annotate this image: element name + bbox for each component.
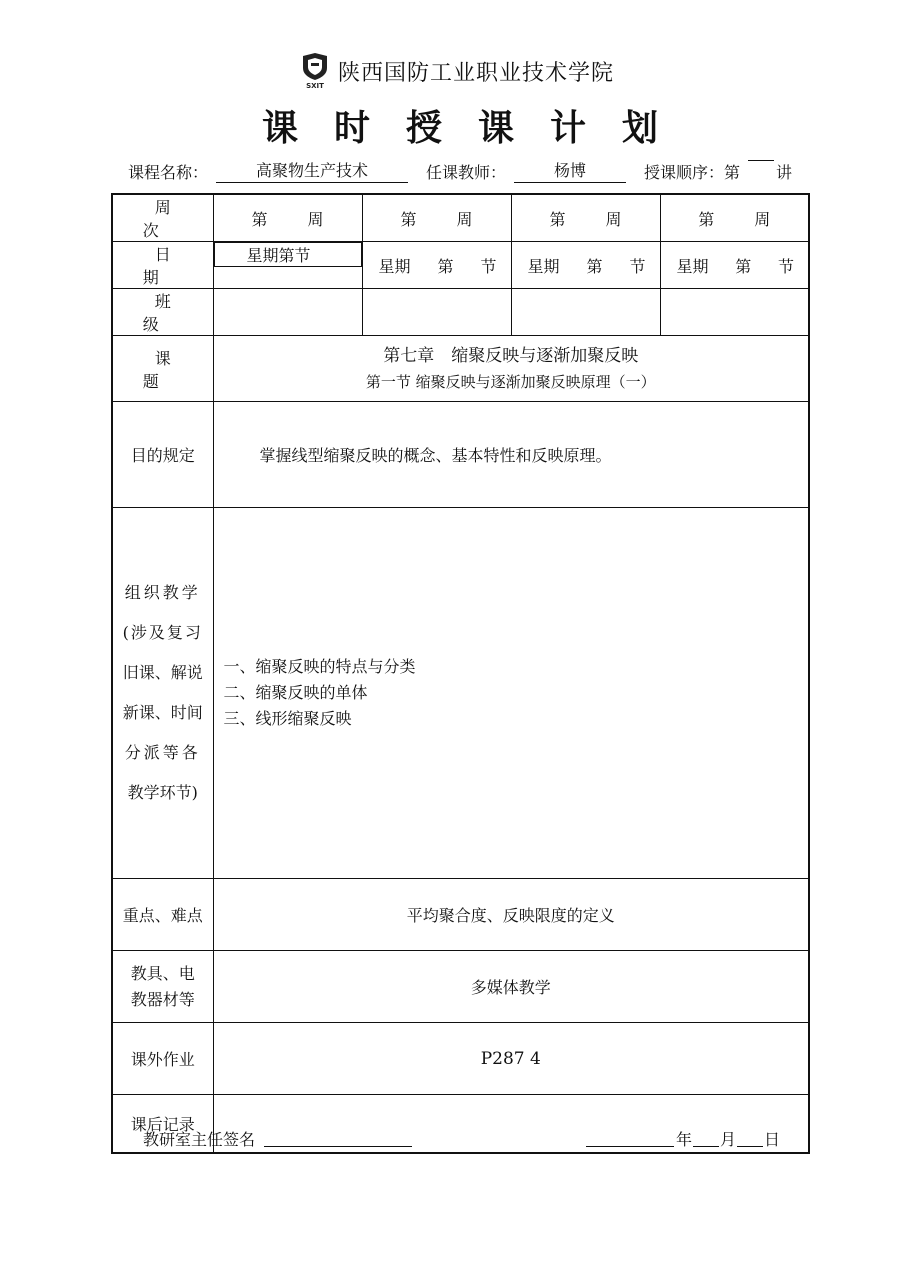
order-suffix: 讲	[776, 163, 793, 182]
class-label: 班 级	[142, 292, 195, 334]
date-day-label: 日	[764, 1130, 781, 1149]
purpose-label: 目的规定	[112, 402, 213, 508]
date-cell: 星期 第 节	[660, 242, 809, 289]
date-month-line	[693, 1127, 719, 1147]
class-cell	[660, 289, 809, 336]
purpose-row	[112, 402, 809, 508]
school-header	[0, 48, 920, 92]
key-points-row	[112, 879, 809, 951]
class-cell	[511, 289, 660, 336]
week-cell: 第 周	[511, 194, 660, 242]
signature-line	[264, 1127, 412, 1147]
school-name: 陕西国防工业职业技术学院	[338, 61, 615, 86]
week-cell: 第 周	[660, 194, 809, 242]
order-field	[748, 160, 774, 161]
class-cell	[213, 289, 362, 336]
topic-main: 第七章 缩聚反映与逐渐加聚反映	[383, 345, 639, 366]
week-label: 周 次	[142, 198, 195, 240]
record-label: 课后记录	[112, 1095, 213, 1153]
teacher-label: 任课教师：	[426, 163, 507, 182]
date-day-line	[737, 1127, 763, 1147]
homework-label: 课外作业	[112, 1023, 213, 1095]
week-row	[112, 194, 809, 242]
date-cell: 星期 第 节	[511, 242, 660, 289]
class-row	[112, 289, 809, 336]
signature-label: 教研室主任签名	[143, 1130, 256, 1149]
list-item: 一、缩聚反映的特点与分类	[223, 657, 416, 676]
date-row	[112, 242, 809, 289]
tools-label: 教具、电教器材等	[112, 951, 213, 1023]
date-label: 日 期	[142, 245, 195, 287]
week-cell: 第 周	[213, 194, 362, 242]
date-year-line	[586, 1127, 674, 1147]
homework-row	[112, 1023, 809, 1095]
lesson-plan-table	[111, 193, 810, 1154]
teacher-field: 杨博	[514, 160, 626, 183]
tools-row	[112, 951, 809, 1023]
organization-label: 组织教学 (涉及复习 旧课、解说 新课、时间 分派等各 教学环节)	[112, 508, 213, 879]
date-month-label: 月	[720, 1130, 737, 1149]
course-meta	[128, 160, 808, 186]
topic-sub: 第一节 缩聚反映与逐渐加聚反映原理（一）	[365, 372, 656, 391]
course-label: 课程名称：	[128, 163, 209, 182]
school-logo-icon	[300, 52, 330, 90]
course-name-field: 高聚物生产技术	[216, 160, 408, 183]
list-item: 三、线形缩聚反映	[223, 709, 352, 728]
tools-text: 多媒体教学	[213, 951, 809, 1023]
signature-footer	[0, 1127, 920, 1151]
purpose-text: 掌握线型缩聚反映的概念、基本特性和反映原理。	[213, 402, 809, 508]
date-cell: 星期 第 节	[362, 242, 511, 289]
date-cell: 星期 第 节	[214, 242, 362, 267]
order-label: 授课顺序：第	[644, 163, 741, 182]
topic-row	[112, 336, 809, 402]
homework-text: P287 4	[213, 1023, 809, 1095]
key-points-text: 平均聚合度、反映限度的定义	[213, 879, 809, 951]
topic-label: 课 题	[142, 348, 195, 391]
page-title: 课时授课计划	[261, 108, 694, 149]
class-cell	[362, 289, 511, 336]
key-points-label: 重点、难点	[112, 879, 213, 951]
logo-text: SXIT	[306, 82, 324, 90]
week-cell: 第 周	[362, 194, 511, 242]
date-year-label: 年	[676, 1130, 693, 1149]
organization-row	[112, 508, 809, 879]
list-item: 二、缩聚反映的单体	[223, 683, 368, 702]
